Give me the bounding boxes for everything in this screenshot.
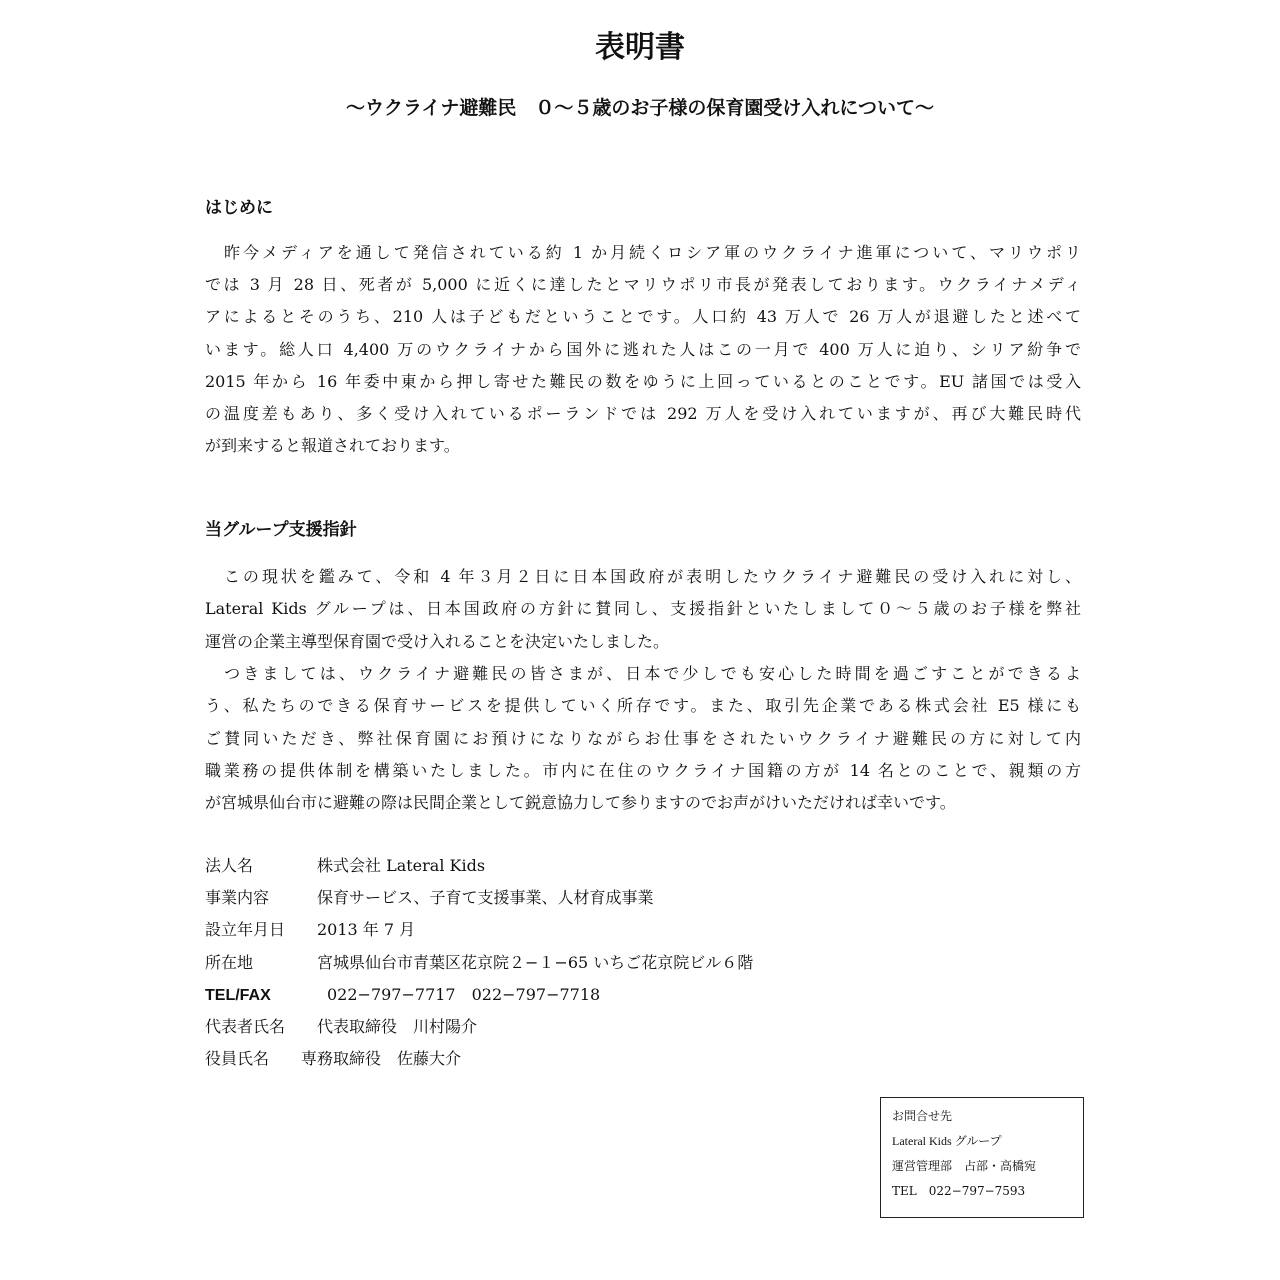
company-info-value: 株式会社 Lateral Kids: [317, 856, 486, 875]
paragraph-line: つきましては、ウクライナ避難民の皆さまが、日本で少しでも安心した時間を過ごすことができるよ: [205, 663, 1081, 683]
paragraph-line: が到来すると報道されております。: [205, 436, 460, 456]
paragraph-line: 昨今メディアを通して発信されている約 1 か月続くロシア軍のウクライナ進軍について、マリウポリ: [205, 243, 1081, 262]
paragraph-line: 2015 年から 16 年委中東から押し寄せた難民の数をゆうに上回っているとのことです。EU 諸国では受入: [205, 371, 1081, 391]
company-info-value: 宮城県仙台市青葉区花京院２−１−65 いちご花京院ビル６階: [317, 952, 754, 972]
paragraph-line: ご賛同いただき、弊社保育園にお預けになりながらお仕事をされたいウクライナ避難民の方に対して内: [205, 728, 1081, 748]
company-info-value: 022−797−7717 022−797−7718: [327, 984, 601, 1004]
document-subtitle: ～ウクライナ避難民 ０～５歳のお子様の保育園受け入れについて～: [345, 97, 935, 119]
paragraph-line: この現状を鑑みて、令和 4 年３月２日に日本国政府が表明したウクライナ避難民の受け入れに対し、: [205, 567, 1081, 586]
paragraph-line: います。総人口 4,400 万のウクライナから国外に逃れた人はこの一月で 400 万人に迫り、シリア紛争で: [205, 339, 1081, 359]
company-info-row: [205, 983, 600, 1008]
paragraph-line: う、私たちのできる保育サービスを提供していく所存です。また、取引先企業である株式会社 E5 様にも: [205, 696, 1081, 716]
company-info-label: 事業内容: [205, 888, 270, 908]
contact-group: Lateral Kids グループ: [892, 1134, 1002, 1148]
contact-tel: TEL 022−797−7593: [892, 1184, 1026, 1198]
paragraph-line: では 3 月 28 日、死者が 5,000 に近くに達したとマリウポリ市長が発表しております。ウクライナメディ: [205, 275, 1081, 295]
company-info-label: TEL/FAX: [205, 986, 271, 1004]
company-info-row: [205, 918, 415, 942]
company-info-row: [205, 886, 653, 910]
company-info-label: 設立年月日: [205, 920, 286, 940]
company-info-row: [205, 854, 485, 878]
company-info-row: [205, 1047, 461, 1071]
section-heading-support-policy: 当グループ支援指針: [205, 520, 357, 540]
paragraph-line: 運営の企業主導型保育園で受け入れることを決定いたしました。: [205, 631, 670, 651]
paragraph-line: の温度差もあり、多く受け入れているポーランドでは 292 万人を受け入れていますが、再び大難民時代: [205, 404, 1081, 423]
paragraph-line: アによるとそのうち、210 人は子どもだということです。人口約 43 万人で 26 万人が退避したと述べて: [205, 307, 1081, 327]
company-info-value: 代表取締役 川村陽介: [317, 1017, 478, 1036]
paragraph-line: 職業務の提供体制を構築いたしました。市内に在住のウクライナ国籍の方が 14 名とのことで、親類の方: [205, 760, 1081, 780]
document-title: 表明書: [595, 30, 685, 65]
company-info-label: 代表者氏名: [205, 1017, 286, 1036]
contact-box: [880, 1097, 1084, 1218]
company-info-row: [205, 951, 753, 975]
company-info-value: 2013 年 7 月: [317, 920, 416, 940]
company-info-value: 専務取締役 佐藤大介: [301, 1049, 462, 1069]
company-info-label: 所在地: [205, 952, 254, 972]
contact-heading: お問合せ先: [892, 1109, 953, 1123]
section-heading-introduction: はじめに: [205, 198, 273, 218]
company-info-row: [205, 1015, 477, 1039]
company-info-label: 法人名: [205, 856, 254, 875]
contact-department: 運営管理部 占部・高橋宛: [892, 1159, 1037, 1173]
paragraph-line: Lateral Kids グループは、日本国政府の方針に賛同し、支援指針といたしまして０～５歳のお子様を弊社: [205, 599, 1081, 619]
company-info-value: 保育サービス、子育て支援事業、人材育成事業: [317, 888, 654, 908]
paragraph-line: が宮城県仙台市に避難の際は民間企業として鋭意協力して参りますのでお声がけいただければ幸いです。: [205, 793, 956, 813]
company-info-label: 役員氏名: [205, 1049, 270, 1069]
